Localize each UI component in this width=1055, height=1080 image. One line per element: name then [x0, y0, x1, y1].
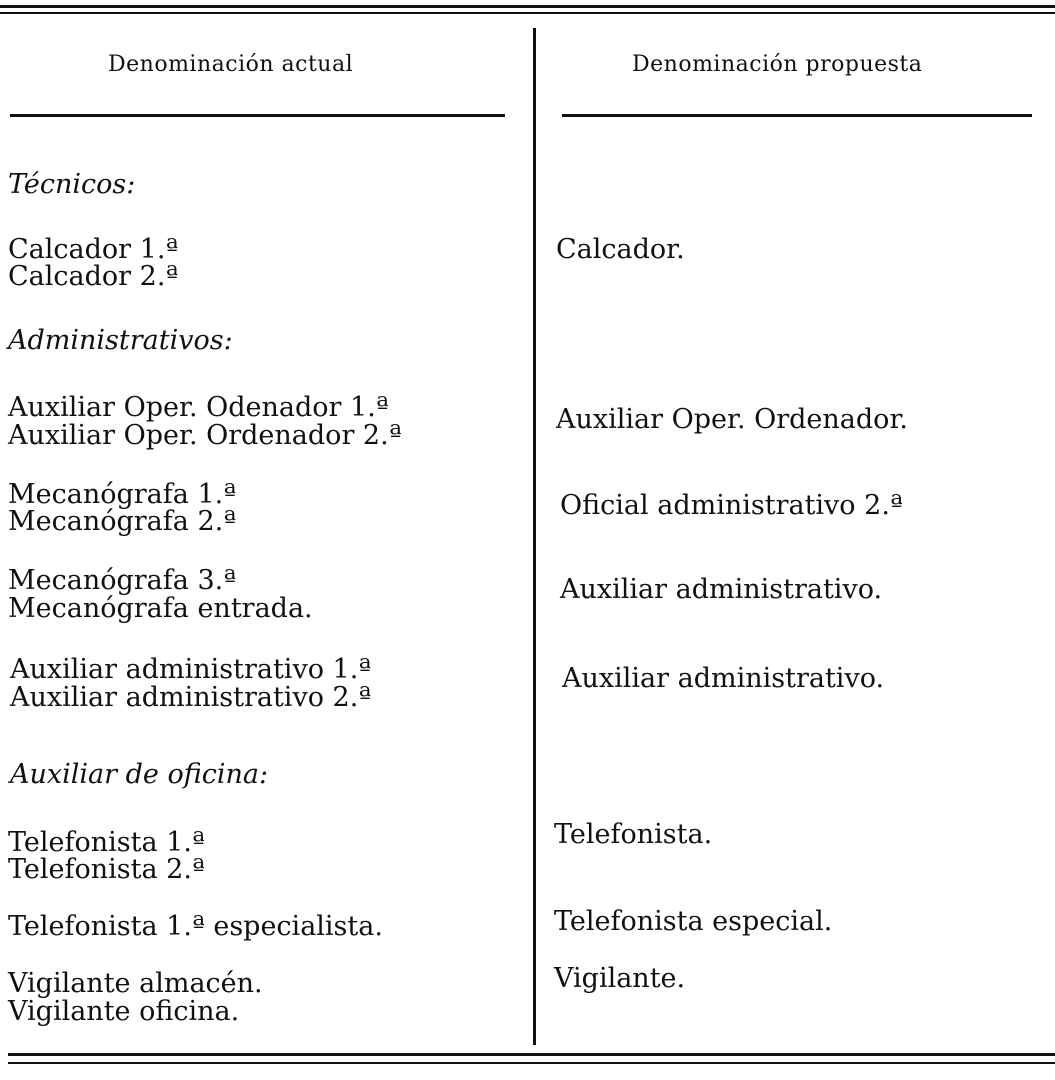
left-item: Telefonista 2.ª: [8, 854, 205, 885]
left-item: Calcador 2.ª: [8, 261, 179, 292]
left-item: Auxiliar administrativo 1.ª: [10, 654, 372, 685]
right-item: Calcador.: [556, 234, 685, 265]
section-heading-auxiliar-de-oficina: Auxiliar de oficina:: [10, 759, 269, 790]
left-item: Telefonista 1.ª: [8, 827, 205, 858]
column-divider: [533, 28, 536, 1045]
left-item: Auxiliar Oper. Ordenador 2.ª: [8, 420, 402, 451]
header-proposed-name: Denominación propuesta: [632, 52, 923, 77]
left-item: Mecanógrafa 2.ª: [8, 506, 237, 537]
left-item: Telefonista 1.ª especialista.: [8, 911, 383, 942]
top-rule-outer: [0, 5, 1055, 8]
left-item: Auxiliar Oper. Odenador 1.ª: [8, 392, 389, 423]
header-rule-right: [562, 114, 1032, 117]
top-rule-inner: [0, 12, 1055, 14]
left-item: Vigilante almacén.: [8, 968, 263, 999]
right-item: Auxiliar Oper. Ordenador.: [556, 404, 908, 435]
header-current-name: Denominación actual: [108, 52, 354, 77]
left-item: Mecanógrafa entrada.: [8, 593, 313, 624]
left-item: Calcador 1.ª: [8, 234, 179, 265]
right-item: Vigilante.: [554, 963, 686, 994]
section-heading-administrativos: Administrativos:: [8, 325, 233, 356]
section-heading-tecnicos: Técnicos:: [8, 169, 136, 200]
left-item: Mecanógrafa 3.ª: [8, 565, 237, 596]
left-item: Auxiliar administrativo 2.ª: [10, 682, 372, 713]
bottom-rule-outer: [8, 1053, 1055, 1056]
right-item: Auxiliar administrativo.: [560, 574, 883, 605]
bottom-rule-inner: [8, 1062, 1055, 1064]
right-item: Telefonista.: [554, 819, 713, 850]
right-item: Auxiliar administrativo.: [562, 663, 885, 694]
left-item: Mecanógrafa 1.ª: [8, 479, 237, 510]
left-item: Vigilante oficina.: [8, 996, 240, 1027]
right-item: Oficial administrativo 2.ª: [560, 490, 903, 521]
right-item: Telefonista especial.: [554, 906, 833, 937]
header-rule-left: [10, 114, 505, 117]
